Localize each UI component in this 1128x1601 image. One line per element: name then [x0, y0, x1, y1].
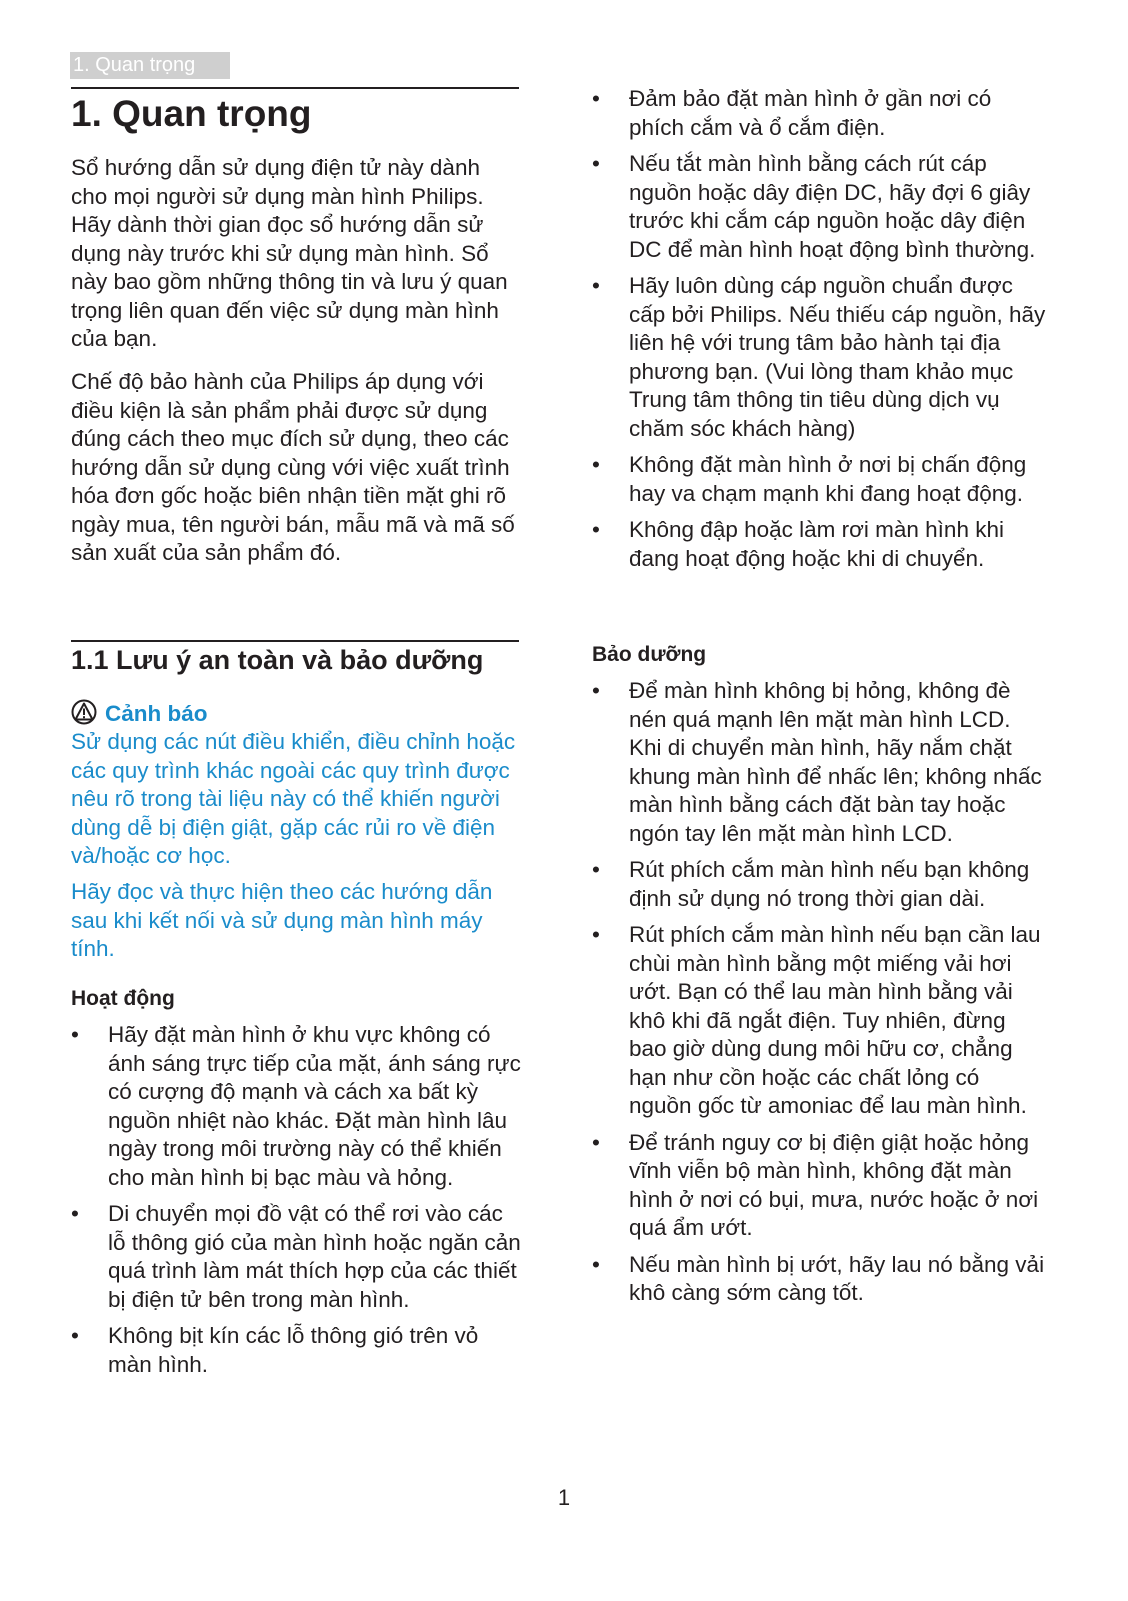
section-title-rule: [71, 87, 519, 89]
intro-paragraph-1: Sổ hướng dẫn sử dụng điện tử này dành cho mọi người sử dụng màn hình Philips. Hãy dành thời gian đọc sổ hướng dẫn sử dụng này trước khi sử dụng màn hình. Sổ này bao gồm những thông tin và lưu ý quan trọng liên quan đến việc sử dụng màn hình của bạn.: [71, 155, 508, 351]
list-item: • Rút phích cắm màn hình nếu bạn cần lau chùi màn hình bằng một miếng vải hơi ướt. Bạn có thể lau màn hình bằng vải khô khi đã ngắt điện. Tuy nhiên, đừng bao giờ dùng dung môi hữu cơ, chẳng hạn như cồn hoặc các chất lỏng có nguồn gốc từ amoniac để lau màn hình.: [592, 922, 1041, 1118]
list-item: • Hãy luôn dùng cáp nguồn chuẩn được cấp bởi Philips. Nếu thiếu cáp nguồn, hãy liên hệ với trung tâm bảo hành tại địa phương bạn. (Vui lòng tham khảo mục Trung tâm thông tin tiêu dùng dịch vụ chăm sóc khách hàng): [592, 273, 1046, 441]
operation-list-right: [592, 85, 1047, 581]
subsection-title-rule: [71, 640, 519, 642]
bullet: •: [71, 1201, 79, 1226]
list-item: • Rút phích cắm màn hình nếu bạn không định sử dụng nó trong thời gian dài.: [592, 857, 1030, 911]
list-item: • Nếu tắt màn hình bằng cách rút cáp nguồn hoặc dây điện DC, hãy đợi 6 giây trước khi cắm cáp nguồn hoặc dây điện DC để màn hình hoạt động bình thường.: [592, 151, 1036, 262]
bullet: •: [592, 678, 600, 703]
bullet: •: [592, 1129, 600, 1155]
bullet: •: [592, 273, 600, 298]
bullet: •: [592, 452, 600, 477]
list-item: • Không đặt màn hình ở nơi bị chấn động hay va chạm mạnh khi đang hoạt động.: [592, 452, 1027, 506]
maintenance-list: [592, 677, 1047, 1316]
list-item: • Để màn hình không bị hỏng, không đè nén quá mạnh lên mặt màn hình LCD. Khi di chuyển màn hình, hãy nắm chặt khung màn hình để nhấc lên; không nhấc màn hình bằng cách đặt bàn tay hoặc ngón tay lên mặt màn hình LCD.: [592, 678, 1042, 846]
intro-paragraph-2: Chế độ bảo hành của Philips áp dụng với điều kiện là sản phẩm phải được sử dụng đúng cách theo mục đích sử dụng, theo các hướng dẫn sử dụng cùng với việc xuất trình hóa đơn gốc hoặc biên nhận tiền mặt ghi rõ ngày mua, tên người bán, mẫu mã và mã số sản xuất của sản phẩm đó.: [71, 369, 515, 565]
list-item: • Đảm bảo đặt màn hình ở gần nơi có phích cắm và ổ cắm điện.: [592, 86, 992, 140]
operation-list-left: [71, 1021, 521, 1387]
list-item: • Di chuyển mọi đồ vật có thể rơi vào các lỗ thông gió của màn hình hoặc ngăn cản quá trình làm mát thích hợp của các thiết bị điện tử bên trong màn hình.: [71, 1201, 521, 1312]
bullet: •: [592, 922, 600, 947]
warning-paragraph-1: Sử dụng các nút điều khiển, điều chỉnh hoặc các quy trình khác ngoài các quy trình được nêu rõ trong tài liệu này có thể khiến người dùng dễ bị điện giật, gặp các rủi ro về điện và/hoặc cơ học.: [71, 729, 516, 868]
operation-heading: Hoạt động: [71, 987, 175, 1010]
bullet: •: [71, 1323, 79, 1348]
warning-paragraph-2: Hãy đọc và thực hiện theo các hướng dẫn sau khi kết nối và sử dụng màn hình máy tính.: [71, 879, 493, 961]
list-item: • Để tránh nguy cơ bị điện giật hoặc hỏng vĩnh viễn bộ màn hình, không đặt màn hình ở nơi có bụi, mưa, nước hoặc ở nơi quá ẩm ướt.: [592, 1129, 1039, 1240]
maintenance-heading: Bảo dưỡng: [592, 643, 707, 666]
list-item: • Không đập hoặc làm rơi màn hình khi đang hoạt động hoặc khi di chuyển.: [592, 517, 1004, 571]
running-header-tab: 1. Quan trọng: [70, 52, 230, 79]
list-item: • Không bịt kín các lỗ thông gió trên vỏ màn hình.: [71, 1323, 479, 1377]
subsection-title: 1.1 Lưu ý an toàn và bảo dưỡng: [71, 645, 484, 675]
section-title: 1. Quan trọng: [71, 93, 312, 134]
bullet: •: [592, 151, 600, 176]
bullet: •: [592, 517, 600, 542]
list-item: • Nếu màn hình bị ướt, hãy lau nó bằng vải khô càng sớm càng tốt.: [592, 1251, 1045, 1305]
bullet: •: [592, 86, 600, 111]
page-number: 1: [557, 1485, 571, 1510]
bullet: •: [592, 1251, 600, 1277]
bullet: •: [592, 857, 600, 882]
warning-title: Cảnh báo: [105, 701, 208, 726]
list-item: • Hãy đặt màn hình ở khu vực không có ánh sáng trực tiếp của mặt, ánh sáng rực có cượng độ mạnh và cách xa bất kỳ nguồn nhiệt nào khác. Đặt màn hình lâu ngày trong môi trường này có thể khiến cho màn hình bị bạc màu và hỏng.: [71, 1022, 521, 1190]
bullet: •: [71, 1022, 79, 1047]
